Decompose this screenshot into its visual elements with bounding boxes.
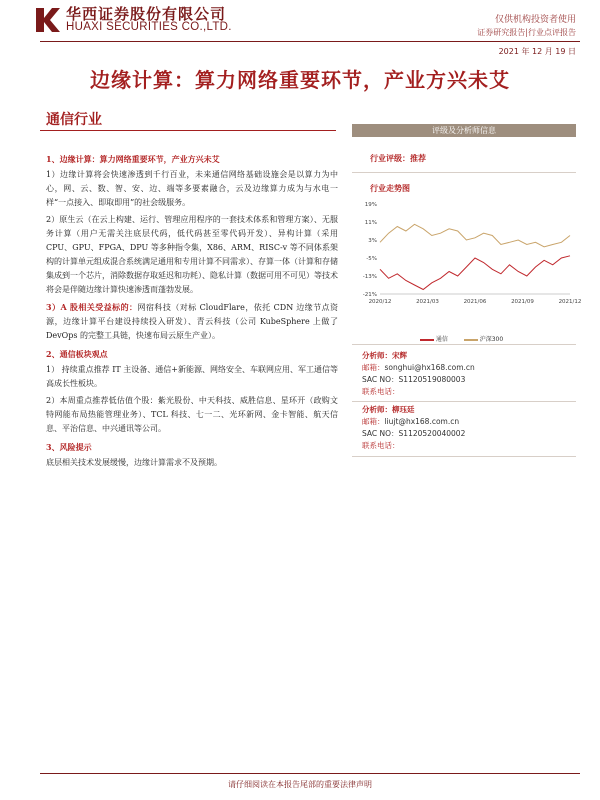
x-tick-label: 2021/09 — [511, 299, 534, 305]
section-1-paragraph-1: 1）边缘计算将会快速渗透到千行百业，未来通信网络基础设施会是以算力为中心，网、云、数、智、安、边、端等多要素融合，云及边缘算力成为与水电一样“一点接入、即取即用”的社会级服务。 — [46, 170, 338, 207]
email-label: 邮箱： — [362, 417, 385, 426]
beneficiary-text: 网宿科技（对标 CloudFlare，依托 CDN 边缘节点资源，边缘计算平台建设持续投入研发）、青云科技（公司 KubeSphere 上做了 DevOps 的完整工具链，快速布局云原生产业）。 — [46, 303, 338, 340]
legend-label-series-1: 通信 — [435, 336, 448, 343]
section-2-heading: 2、通信板块观点 — [46, 349, 108, 359]
report-body — [46, 148, 338, 473]
analyst-name: 宋辉 — [392, 351, 407, 360]
phone-label: 联系电话： — [362, 441, 400, 450]
y-tick-label: 11% — [364, 220, 377, 226]
y-tick-label: 19% — [364, 202, 377, 208]
legend-swatch-series-1 — [420, 339, 434, 341]
y-tick-label: 3% — [368, 238, 377, 244]
analyst-card-1 — [362, 350, 475, 398]
y-tick-label: -21% — [362, 292, 377, 298]
legal-disclaimer-note[interactable]: 请仔细阅读在本报告尾部的重要法律声明 — [228, 780, 372, 789]
analyst-email[interactable]: songhui@hx168.com.cn — [384, 363, 475, 372]
section-1-paragraph-3 — [46, 300, 338, 343]
beneficiary-label: 3）A 股相关受益标的： — [46, 302, 138, 312]
industry-label: 通信行业 — [46, 112, 102, 128]
phone-label: 联系电话： — [362, 387, 400, 396]
analyst-name-label: 分析师： — [362, 351, 392, 360]
section-2-paragraph-2: 2）本周重点推荐低估值个股：紫光股份、中天科技、威胜信息、星环开（政购文特网能布局热能管理业务）、TCL 科技、七一二、光环新网、金卡智能、航天信息、平治信息、中兴通讯等公司。 — [46, 396, 338, 433]
legend-swatch-series-2 — [464, 339, 478, 341]
sac-label: SAC NO： — [362, 429, 399, 438]
company-name-en: HUAXI SECURITIES CO.,LTD. — [66, 21, 232, 33]
report-type: 证券研究报告|行业点评报告 — [477, 28, 576, 37]
section-1-heading: 1、边缘计算：算力网络重要环节，产业方兴未艾 — [46, 154, 220, 164]
industry-rating: 行业评级：推荐 — [370, 153, 426, 163]
report-title: 边缘计算：算力网络重要环节，产业方兴未艾 — [90, 68, 510, 92]
legend-label-series-2: 沪深300 — [479, 336, 504, 343]
x-tick-label: 2021/03 — [416, 299, 439, 305]
x-tick-label: 2021/12 — [558, 299, 582, 305]
section-2-paragraph-1: 1） 持续重点推荐 IT 主设备、通信+新能源、网络安全、车联网应用、军工通信等高成长性板块。 — [46, 365, 338, 388]
industry-trend-chart — [352, 196, 582, 320]
analyst-sac: S1120520040002 — [398, 429, 466, 438]
sidebar-divider — [352, 401, 576, 402]
series-line-2 — [380, 224, 570, 247]
sac-label: SAC NO： — [362, 375, 399, 384]
sidebar-header: 评级及分析师信息 — [352, 124, 576, 137]
chart-legend — [420, 334, 503, 343]
footer-divider — [40, 773, 580, 774]
analyst-email[interactable]: liujt@hx168.com.cn — [384, 417, 460, 426]
huaxi-logo-icon — [34, 4, 62, 34]
audience-note: 仅供机构投资者使用 — [494, 15, 576, 25]
industry-divider — [40, 130, 336, 131]
series-line-1 — [380, 256, 570, 290]
y-tick-label: -5% — [366, 256, 377, 262]
section-3-heading: 3、风险提示 — [46, 442, 92, 452]
sidebar-divider — [352, 344, 576, 345]
x-tick-label: 2020/12 — [368, 299, 392, 305]
report-date: 2021 年 12 月 19 日 — [498, 47, 576, 56]
sidebar-divider — [352, 456, 576, 457]
analyst-name: 柳珏廷 — [392, 405, 415, 414]
analyst-sac: S1120519080003 — [398, 375, 466, 384]
sidebar-divider — [352, 172, 576, 173]
x-tick-label: 2021/06 — [463, 299, 487, 305]
header-divider — [40, 41, 580, 42]
section-3-paragraph-1: 底层相关技术发展缓慢，边缘计算需求不及预期。 — [46, 458, 222, 467]
sidebar — [352, 124, 576, 137]
analyst-card-2 — [362, 404, 465, 452]
company-name-cn: 华西证券股份有限公司 — [66, 5, 227, 23]
chart-title: 行业走势图 — [370, 183, 410, 193]
email-label: 邮箱： — [362, 363, 385, 372]
y-tick-label: -13% — [362, 274, 377, 280]
section-1-paragraph-2: 2）原生云（在云上构建、运行、管理应用程序的一套技术体系和管理方案）、无服务计算（用户无需关注底层代码，低代码甚至零代码开发）、异构计算（采用 CPU、GPU、FPGA、DPU 等多种指令集，X86、ARM、RISC-v 等不同体系架构的计算单元组成混合系统满足通用和专用计算不同需求）、存算一体（计算和存储集成到一个芯片，消除数据存取延迟和功耗）、隐私计算（数据可用不可见）等技术将会是伴随边缘计算快速渗透而蓬勃发展。 — [46, 215, 338, 294]
analyst-name-label: 分析师： — [362, 405, 392, 414]
